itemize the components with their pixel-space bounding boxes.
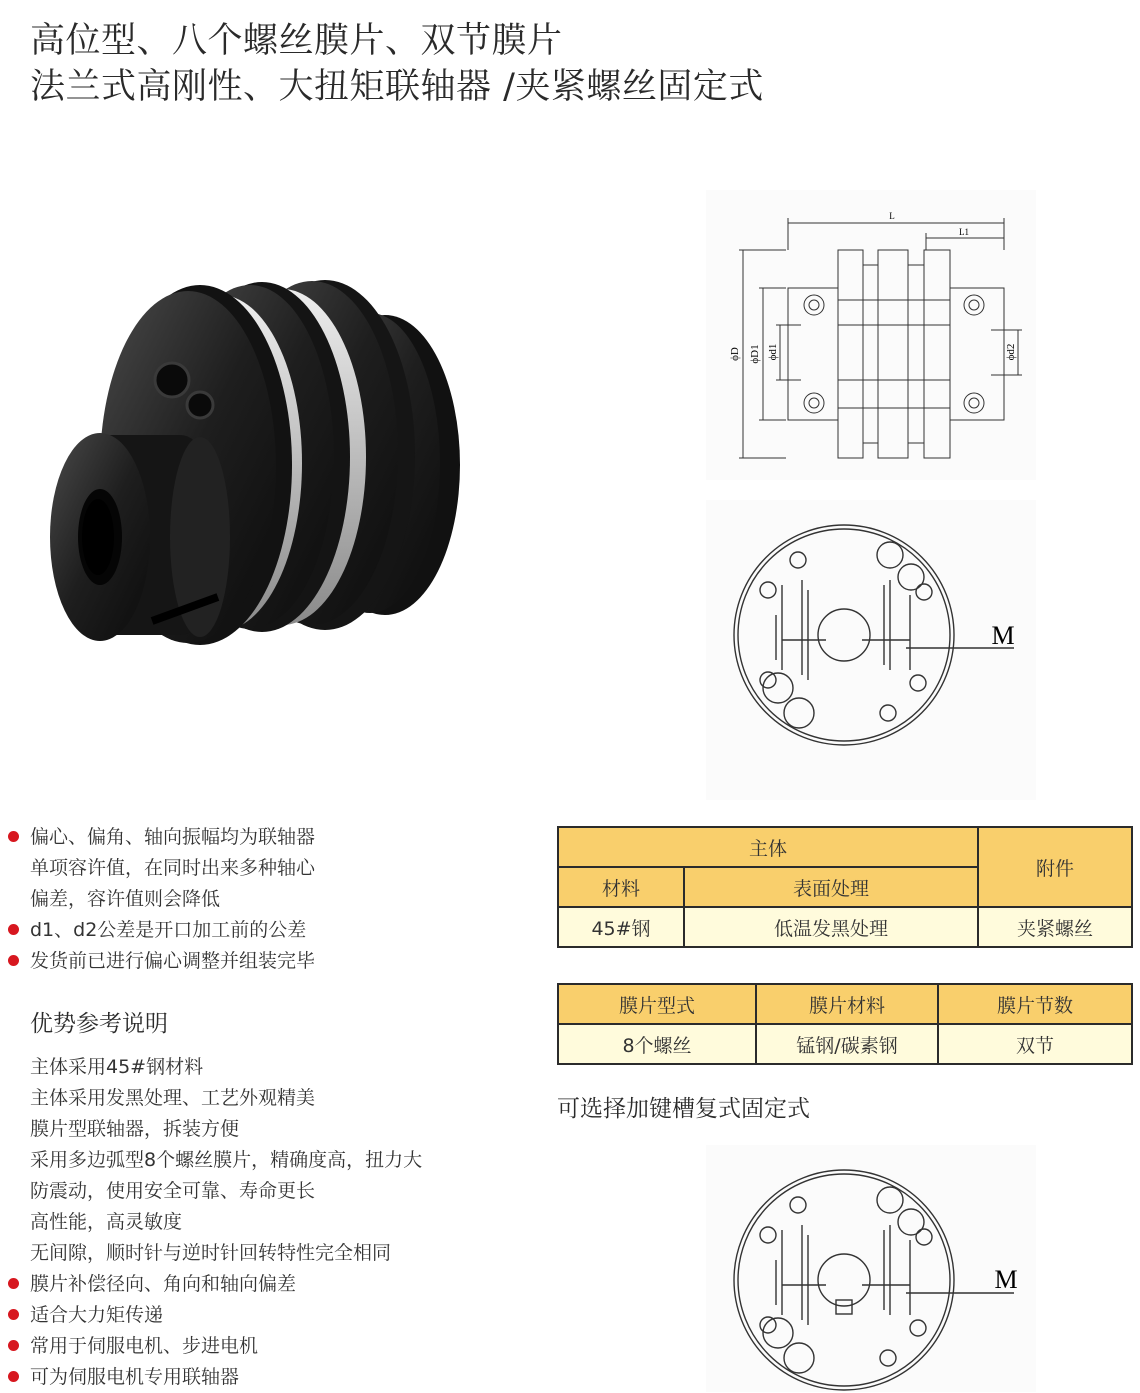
- bullet-dot-icon: [8, 1371, 19, 1382]
- main-body-header: 主体: [558, 827, 978, 867]
- bullet-dot-icon: [8, 1340, 19, 1351]
- coupling-product-image: [50, 275, 490, 675]
- note-line: 发货前已进行偏心调整并组装完毕: [30, 950, 316, 972]
- advantage-item: 无间隙，顺时针与逆时针回转特性完全相同: [30, 1242, 392, 1264]
- feature-item: [8, 1362, 548, 1393]
- note-item: [8, 946, 538, 977]
- feature-item: [8, 1269, 548, 1300]
- note-item: [8, 822, 538, 915]
- surface-header: 表面处理: [684, 867, 978, 907]
- dim-label-d1: ϕd1: [767, 343, 779, 361]
- material-table: [557, 826, 1133, 948]
- note-line: 偏差，容许值则会降低: [30, 888, 221, 910]
- title-line-1: 高位型、八个螺丝膜片、双节膜片: [30, 21, 563, 61]
- accessory-value: 夹紧螺丝: [978, 907, 1132, 947]
- surface-value: 低温发黑处理: [684, 907, 978, 947]
- feature-item: [8, 1300, 548, 1331]
- bullet-dot-icon: [8, 831, 19, 842]
- keyway-side-drawing: [706, 1145, 1036, 1392]
- feature-text: 可为伺服电机专用联轴器: [30, 1366, 240, 1388]
- advantage-item: 主体采用发黑处理、工艺外观精美: [30, 1087, 316, 1109]
- bullet-dot-icon: [8, 1309, 19, 1320]
- accessory-header: 附件: [978, 827, 1132, 907]
- advantage-item: 膜片型联轴器，拆装方便: [30, 1118, 240, 1140]
- keyway-heading: 可选择加键槽复式固定式: [557, 1096, 810, 1122]
- dim-label-d2: ϕd2: [1005, 343, 1017, 361]
- bullet-dot-icon: [8, 955, 19, 966]
- diaphragm-sections-value: 双节: [938, 1024, 1132, 1064]
- dim-label-D: ϕD: [729, 347, 741, 361]
- advantages-list: [8, 1052, 548, 1393]
- diaphragm-material-header: 膜片材料: [756, 984, 938, 1024]
- feature-text: 适合大力矩传递: [30, 1304, 164, 1326]
- page-title: [30, 18, 764, 110]
- feature-text: 常用于伺服电机、步进电机: [30, 1335, 259, 1357]
- dim-label-M: M: [991, 621, 1015, 650]
- dim-label-L: L: [889, 211, 895, 221]
- advantage-item: 防震动，使用安全可靠、寿命更长: [30, 1180, 316, 1202]
- coupling-front-drawing: [706, 190, 1036, 480]
- coupling-side-drawing: [706, 500, 1036, 800]
- advantage-item: 高性能，高灵敏度: [30, 1211, 183, 1233]
- title-line-2: 法兰式高刚性、大扭矩联轴器 /夹紧螺丝固定式: [30, 67, 764, 107]
- note-line: 偏心、偏角、轴向振幅均为联轴器: [30, 826, 316, 848]
- advantages-heading: 优势参考说明: [30, 1011, 168, 1037]
- dim-label-L1: L1: [959, 227, 969, 237]
- bullet-dot-icon: [8, 924, 19, 935]
- notes-list: [8, 822, 538, 977]
- advantage-item: 主体采用45#钢材料: [30, 1056, 204, 1078]
- note-item: [8, 915, 538, 946]
- material-value: 45#钢: [558, 907, 684, 947]
- dim-label-D1: ϕD1: [749, 344, 761, 364]
- dim-label-M: M: [994, 1265, 1018, 1294]
- feature-item: [8, 1331, 548, 1362]
- diaphragm-type-value: 8个螺丝: [558, 1024, 756, 1064]
- advantage-item: 采用多边弧型8个螺丝膜片，精确度高，扭力大: [30, 1149, 423, 1171]
- diaphragm-sections-header: 膜片节数: [938, 984, 1132, 1024]
- bullet-dot-icon: [8, 1278, 19, 1289]
- diaphragm-material-value: 锰钢/碳素钢: [756, 1024, 938, 1064]
- material-header: 材料: [558, 867, 684, 907]
- note-line: d1、d2公差是开口加工前的公差: [30, 919, 307, 941]
- diaphragm-table: [557, 983, 1133, 1065]
- feature-text: 膜片补偿径向、角向和轴向偏差: [30, 1273, 297, 1295]
- diaphragm-type-header: 膜片型式: [558, 984, 756, 1024]
- note-line: 单项容许值，在同时出来多种轴心: [30, 857, 316, 879]
